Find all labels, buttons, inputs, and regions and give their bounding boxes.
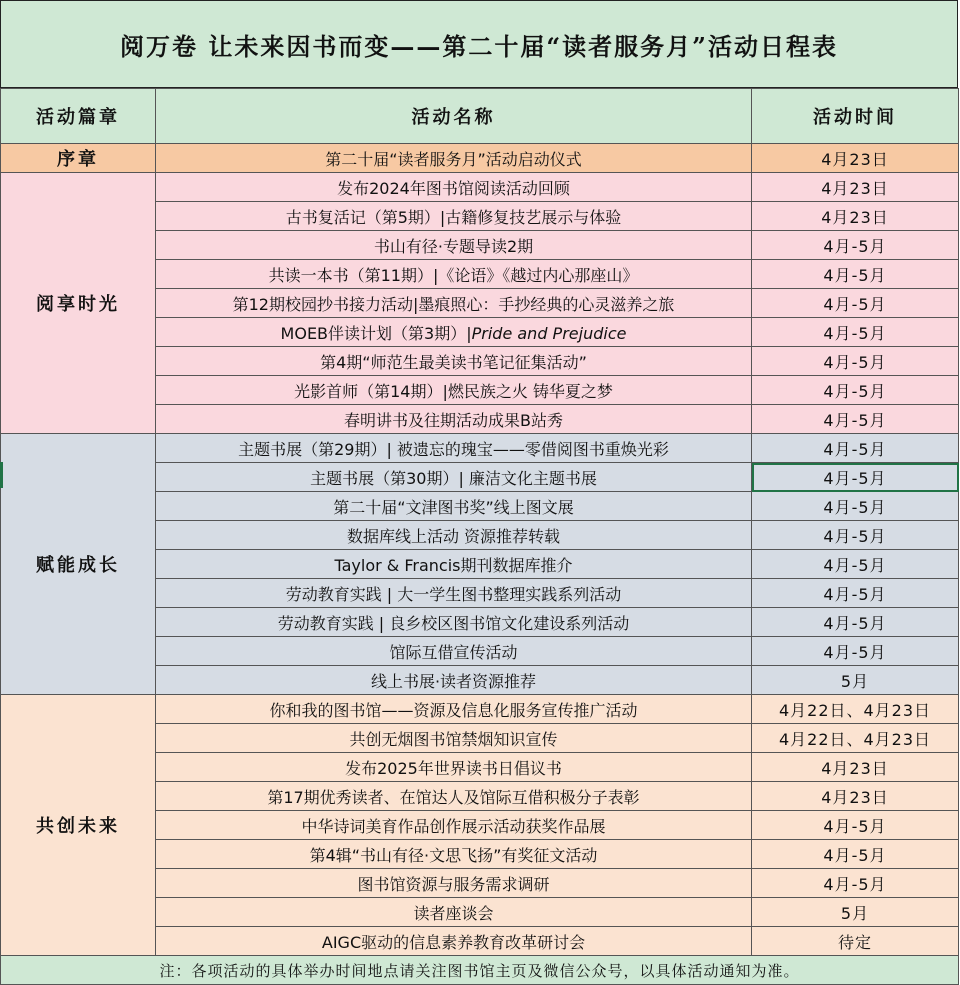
activity-name-cell[interactable]: 读者座谈会 xyxy=(156,898,752,927)
table-row xyxy=(1,695,959,724)
activity-time-cell[interactable]: 4月-5月 xyxy=(752,231,959,260)
schedule-body xyxy=(1,144,959,985)
activity-time-cell[interactable]: 4月-5月 xyxy=(752,637,959,666)
activity-time-cell[interactable]: 4月-5月 xyxy=(752,550,959,579)
activity-name-cell[interactable]: 图书馆资源与服务需求调研 xyxy=(156,869,752,898)
activity-name-cell[interactable]: 第17期优秀读者、在馆达人及馆际互借积极分子表彰 xyxy=(156,782,752,811)
schedule-table xyxy=(0,88,959,985)
activity-name-cell[interactable]: 第12期校园抄书接力活动|墨痕照心：手抄经典的心灵滋养之旅 xyxy=(156,289,752,318)
activity-name-cell[interactable]: 线上书展·读者资源推荐 xyxy=(156,666,752,695)
activity-time-cell[interactable]: 4月22日、4月23日 xyxy=(752,695,959,724)
activity-time-cell[interactable]: 4月23日 xyxy=(752,202,959,231)
activity-name-cell[interactable]: 劳动教育实践 | 良乡校区图书馆文化建设系列活动 xyxy=(156,608,752,637)
activity-name-cell[interactable]: 第4期“师范生最美读书笔记征集活动” xyxy=(156,347,752,376)
activity-time-cell[interactable]: 4月23日 xyxy=(752,144,959,173)
table-row xyxy=(1,144,959,173)
header-section[interactable]: 活动篇章 xyxy=(1,89,156,144)
activity-name-cell[interactable]: 主题书展（第30期）| 廉洁文化主题书展 xyxy=(156,463,752,492)
activity-name-cell[interactable]: 你和我的图书馆——资源及信息化服务宣传推广活动 xyxy=(156,695,752,724)
activity-time-cell[interactable]: 4月-5月 xyxy=(752,405,959,434)
activity-time-cell[interactable]: 4月22日、4月23日 xyxy=(752,724,959,753)
table-row xyxy=(1,434,959,463)
activity-name-cell[interactable]: 第二十届“文津图书奖”线上图文展 xyxy=(156,492,752,521)
header-time[interactable]: 活动时间 xyxy=(752,89,959,144)
activity-time-cell[interactable]: 4月-5月 xyxy=(752,492,959,521)
header-row xyxy=(1,89,959,144)
activity-name-cell[interactable]: 共读一本书（第11期）|《论语》《越过内心那座山》 xyxy=(156,260,752,289)
activity-name-cell[interactable]: AIGC驱动的信息素养教育改革研讨会 xyxy=(156,927,752,956)
note-row xyxy=(1,956,959,985)
activity-time-cell[interactable]: 4月-5月 xyxy=(752,840,959,869)
table-row xyxy=(1,173,959,202)
section-cell-reading[interactable]: 阅享时光 xyxy=(1,173,156,434)
activity-name-cell[interactable]: 光影首师（第14期）|燃民族之火 铸华夏之梦 xyxy=(156,376,752,405)
activity-time-cell-selected[interactable]: 4月-5月 xyxy=(752,463,959,492)
activity-time-cell[interactable]: 4月-5月 xyxy=(752,376,959,405)
header-name[interactable]: 活动名称 xyxy=(156,89,752,144)
activity-name-cell[interactable]: 共创无烟图书馆禁烟知识宣传 xyxy=(156,724,752,753)
activity-time-cell[interactable]: 4月-5月 xyxy=(752,260,959,289)
activity-name-cell[interactable]: 馆际互借宣传活动 xyxy=(156,637,752,666)
activity-name-cell[interactable]: 主题书展（第29期）| 被遗忘的瑰宝——零借阅图书重焕光彩 xyxy=(156,434,752,463)
activity-time-cell[interactable]: 4月-5月 xyxy=(752,347,959,376)
activity-name-cell[interactable]: 发布2024年图书馆阅读活动回顾 xyxy=(156,173,752,202)
footnote[interactable]: 注：各项活动的具体举办时间地点请关注图书馆主页及微信公众号，以具体活动通知为准。 xyxy=(1,956,959,985)
activity-name-text: MOEB伴读计划（第3期）| xyxy=(280,323,472,343)
activity-name-cell[interactable]: 劳动教育实践 | 大一学生图书整理实践系列活动 xyxy=(156,579,752,608)
activity-name-cell[interactable]: 书山有径·专题导读2期 xyxy=(156,231,752,260)
section-cell-growth[interactable]: 赋能成长 xyxy=(1,434,156,695)
activity-time-cell[interactable]: 4月-5月 xyxy=(752,608,959,637)
activity-name-italic-title: Pride and Prejudice xyxy=(471,323,627,343)
active-row-indicator xyxy=(0,462,3,488)
activity-time-cell[interactable]: 4月-5月 xyxy=(752,811,959,840)
section-cell-prelude[interactable]: 序章 xyxy=(1,144,156,173)
activity-time-cell[interactable]: 4月-5月 xyxy=(752,318,959,347)
activity-time-cell[interactable]: 4月-5月 xyxy=(752,434,959,463)
activity-name-cell[interactable]: 中华诗词美育作品创作展示活动获奖作品展 xyxy=(156,811,752,840)
activity-time-cell[interactable]: 4月-5月 xyxy=(752,869,959,898)
activity-name-cell[interactable]: 第二十届“读者服务月”活动启动仪式 xyxy=(156,144,752,173)
activity-time-cell[interactable]: 5月 xyxy=(752,898,959,927)
activity-time-cell[interactable]: 4月-5月 xyxy=(752,289,959,318)
activity-name-cell[interactable]: Taylor & Francis期刊数据库推介 xyxy=(156,550,752,579)
page-title: 阅万卷 让未来因书而变——第二十届“读者服务月”活动日程表 xyxy=(0,0,958,88)
activity-time-cell[interactable]: 4月23日 xyxy=(752,173,959,202)
section-cell-future[interactable]: 共创未来 xyxy=(1,695,156,956)
activity-time-cell[interactable]: 4月-5月 xyxy=(752,579,959,608)
activity-name-cell[interactable]: 数据库线上活动 资源推荐转载 xyxy=(156,521,752,550)
activity-name-cell[interactable]: 第4辑“书山有径·文思飞扬”有奖征文活动 xyxy=(156,840,752,869)
activity-name-cell[interactable]: 古书复活记（第5期）|古籍修复技艺展示与体验 xyxy=(156,202,752,231)
activity-time-cell[interactable]: 待定 xyxy=(752,927,959,956)
activity-time-cell[interactable]: 5月 xyxy=(752,666,959,695)
activity-time-cell[interactable]: 4月23日 xyxy=(752,782,959,811)
activity-name-cell[interactable]: 发布2025年世界读书日倡议书 xyxy=(156,753,752,782)
activity-time-cell[interactable]: 4月23日 xyxy=(752,753,959,782)
activity-time-cell[interactable]: 4月-5月 xyxy=(752,521,959,550)
activity-name-cell[interactable]: 春明讲书及往期活动成果B站秀 xyxy=(156,405,752,434)
activity-name-cell[interactable] xyxy=(156,318,752,347)
